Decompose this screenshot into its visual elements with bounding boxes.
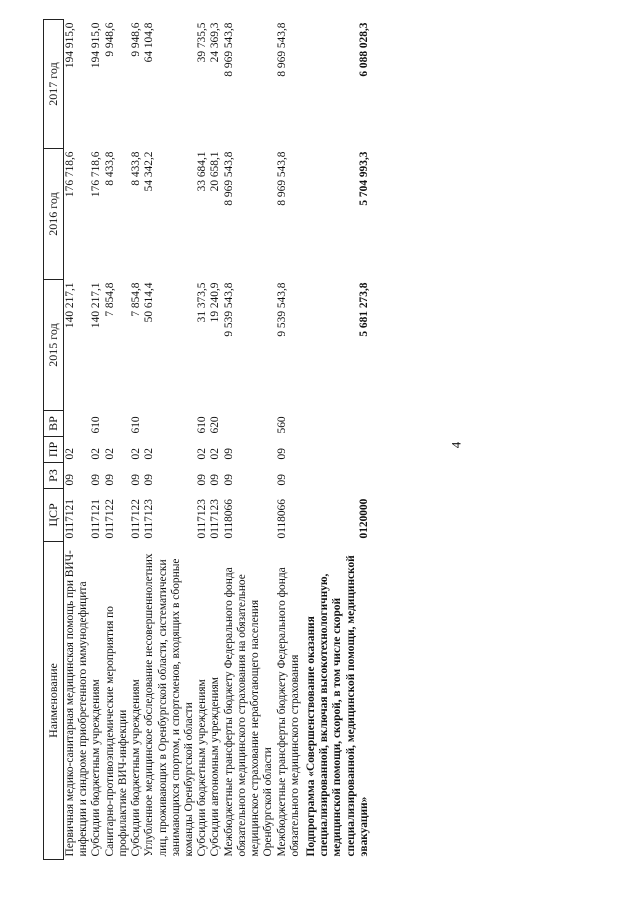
cell-csr: 0118066 <box>275 499 288 539</box>
cell-y2017: 9 948,6 <box>103 22 116 57</box>
cell-y2017: 9 948,6 <box>130 22 143 57</box>
cell-y2017: 24 369,3 <box>209 22 222 63</box>
cell-y2015: 9 539 543,8 <box>275 282 288 337</box>
cell-name: Субсидии автономным учреждениям <box>209 677 222 857</box>
table-header-row <box>44 20 64 860</box>
cell-rz: 09 <box>196 474 209 486</box>
cell-vr <box>143 411 196 437</box>
cell-y2017: 194 915,0 <box>64 22 76 69</box>
cell-pr: 02 <box>130 448 143 460</box>
header-year-2017: 2017 год <box>44 20 64 149</box>
cell-rz: 09 <box>103 474 116 486</box>
cell-csr: 0117122 <box>130 499 143 539</box>
budget-table <box>43 19 371 860</box>
header-rz: РЗ <box>44 463 64 489</box>
header-vr: ВР <box>44 411 64 437</box>
table-row <box>196 20 209 860</box>
table-row <box>302 20 371 860</box>
cell-rz: 09 <box>90 474 103 486</box>
table-row <box>130 20 143 860</box>
cell-y2017: 194 915,0 <box>90 22 103 69</box>
cell-y2016: 8 969 543,8 <box>275 151 288 206</box>
cell-vr: 610 <box>196 416 209 434</box>
cell-vr <box>104 411 130 437</box>
header-name: Наименование <box>44 542 64 860</box>
cell-y2016: 8 969 543,8 <box>222 151 235 206</box>
cell-csr: 0117123 <box>196 499 209 539</box>
header-year-2015: 2015 год <box>44 280 64 411</box>
cell-pr: 02 <box>209 448 222 460</box>
cell-name: Субсидии бюджетным учреждениям <box>90 679 103 857</box>
cell-rz: 09 <box>143 474 156 486</box>
cell-rz: 09 <box>209 474 222 486</box>
cell-pr: 02 <box>143 448 156 460</box>
cell-y2016: 176 718,6 <box>90 151 103 198</box>
cell-rz: 09 <box>222 474 235 486</box>
cell-csr: 0117123 <box>209 499 222 539</box>
cell-pr: 02 <box>196 448 209 460</box>
cell-csr: 0117121 <box>90 499 103 539</box>
cell-y2015: 31 373,5 <box>196 282 209 323</box>
cell-pr: 09 <box>275 448 288 460</box>
cell-y2015: 140 217,1 <box>90 282 103 329</box>
cell-y2016: 20 658,1 <box>209 151 222 192</box>
cell-vr: 560 <box>275 416 288 434</box>
table-row <box>143 20 196 860</box>
cell-y2016: 8 433,8 <box>130 151 143 186</box>
cell-y2015: 9 539 543,8 <box>222 282 235 337</box>
cell-name: Межбюджетные трансферты бюджету Федерального фонда обязательного медицинского страхования на обязательное медицинское страхование неработающего населения Оренбургской области <box>222 567 275 857</box>
cell-y2015: 7 854,8 <box>103 282 116 317</box>
cell-vr <box>223 411 276 437</box>
cell-csr: 0117121 <box>64 499 76 539</box>
table-row <box>209 20 222 860</box>
table-row <box>276 20 302 860</box>
cell-vr <box>64 411 91 437</box>
cell-rz: 09 <box>275 474 288 486</box>
cell-y2016: 54 342,2 <box>143 151 156 192</box>
cell-name: Межбюджетные трансферты бюджету Федерального фонда обязательного медицинского страхования <box>275 567 301 857</box>
cell-y2017: 6 088 028,3 <box>357 22 370 77</box>
cell-name: Подпрограмма «Совершенствование оказания специализированной, включая высокотехнологичную, медицинской помощи, скорой, в том числе скорой специализированной, медицинской помощи, медицинской эвакуации» <box>304 555 370 857</box>
cell-y2017: 64 104,8 <box>143 22 156 63</box>
table-row <box>223 20 276 860</box>
cell-y2017: 8 969 543,8 <box>222 22 235 77</box>
rotated-page-content <box>43 20 618 860</box>
cell-y2015: 7 854,8 <box>130 282 143 317</box>
cell-pr <box>302 437 371 463</box>
cell-y2016: 8 433,8 <box>103 151 116 186</box>
cell-csr: 0118066 <box>222 499 235 539</box>
cell-y2015: 140 217,1 <box>64 282 76 329</box>
cell-csr: 0117123 <box>143 499 156 539</box>
table-body <box>64 20 372 860</box>
cell-csr: 0117122 <box>103 499 116 539</box>
page-number: 4 <box>448 441 464 449</box>
cell-y2015: 19 240,9 <box>209 282 222 323</box>
cell-vr <box>302 411 371 437</box>
cell-pr: 09 <box>222 448 235 460</box>
cell-y2016: 5 704 993,3 <box>357 151 370 206</box>
cell-pr: 02 <box>90 448 103 460</box>
cell-csr: 0120000 <box>357 498 370 539</box>
cell-name: Субсидии бюджетным учреждениям <box>196 679 209 857</box>
cell-name: Субсидии бюджетным учреждениям <box>130 679 143 857</box>
table-row <box>64 20 91 860</box>
cell-y2016: 33 684,1 <box>196 151 209 192</box>
cell-y2015: 50 614,4 <box>143 282 156 323</box>
table-row <box>90 20 103 860</box>
cell-vr: 610 <box>90 416 103 434</box>
cell-name: Углубленное медицинское обследование несовершеннолетних лиц, проживающих в Оренбургской области, систематически занимающихся спортом, и спортсменов, входящих в сборные команды Оренбургской области <box>143 553 195 857</box>
cell-rz: 09 <box>64 474 76 486</box>
cell-y2016: 176 718,6 <box>64 151 76 198</box>
cell-rz: 09 <box>130 474 143 486</box>
cell-rz <box>302 463 371 489</box>
table-row <box>104 20 130 860</box>
cell-y2017: 8 969 543,8 <box>275 22 288 77</box>
cell-pr: 02 <box>103 448 116 460</box>
header-year-2016: 2016 год <box>44 149 64 280</box>
header-csr: ЦСР <box>44 489 64 542</box>
cell-y2015: 5 681 273,8 <box>357 282 370 337</box>
cell-name: Первичная медико-санитарная медицинская помощь при ВИЧ-инфекции и синдроме приобретенного иммунодефицита <box>64 550 90 857</box>
cell-vr: 620 <box>209 416 222 434</box>
cell-pr: 02 <box>64 448 76 460</box>
cell-name: Санитарно-противоэпидемические мероприятия по профилактике ВИЧ-инфекции <box>103 606 129 857</box>
cell-vr: 610 <box>130 416 143 434</box>
cell-y2017: 39 735,5 <box>196 22 209 63</box>
header-pr: ПР <box>44 437 64 463</box>
